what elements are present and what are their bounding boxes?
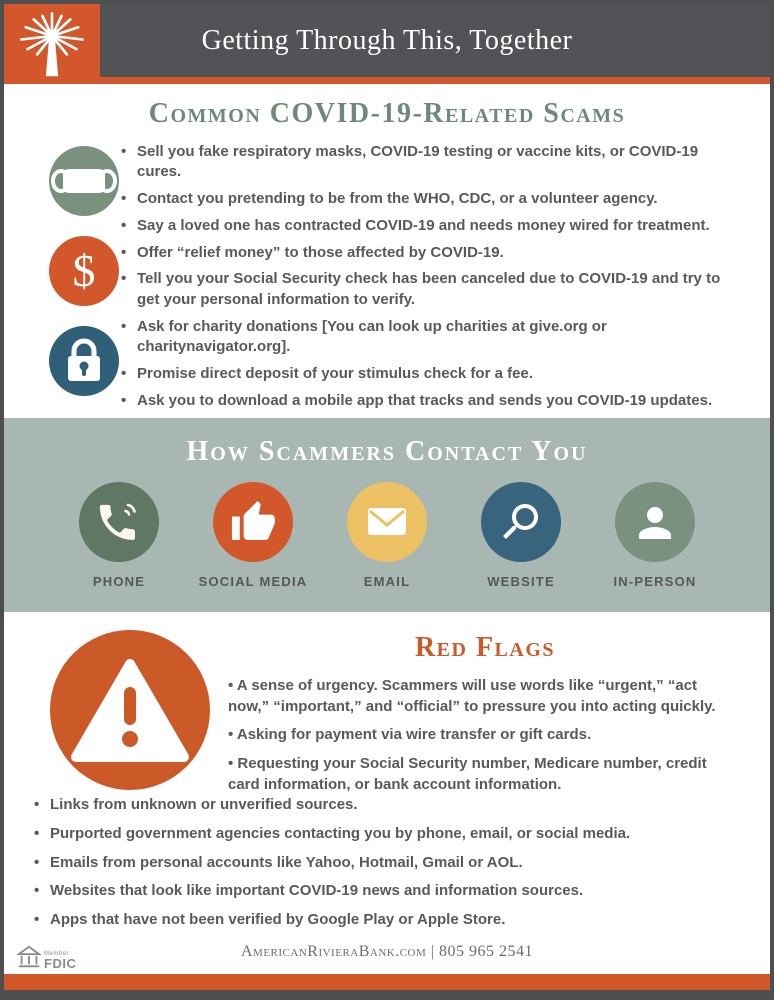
footer-bar	[4, 931, 770, 974]
red-flags-title: Red Flags	[414, 631, 556, 663]
bank-building-icon	[16, 944, 42, 970]
bottom-accent-bar	[4, 974, 770, 991]
scam-bullet-item: • Sell you fake respiratory masks, COVID-19 testing or vaccine kits, or COVID-19 cures.	[119, 142, 740, 183]
section-contact-methods	[4, 418, 770, 612]
fdic-name-label: FDIC	[44, 955, 77, 971]
red-flags-full-list	[32, 795, 742, 930]
scam-bullet-item: • Tell you your Social Security check has been canceled due to COVID-19 and try to get your personal information to verify.	[119, 269, 740, 310]
bank-logo	[4, 4, 100, 82]
red-flags-inline-list	[228, 676, 742, 795]
padlock-icon	[49, 326, 119, 396]
red-flag-bullet-item: • A sense of urgency. Scammers will use words like “urgent,” “act now,” “important,” and “official” to pressure you into acting quickly.	[228, 676, 742, 717]
scams-icon-column	[49, 146, 119, 412]
dollar-sign-icon	[49, 236, 119, 306]
scam-bullet-item: • Contact you pretending to be from the WHO, CDC, or a volunteer agency.	[119, 189, 740, 210]
footer-contact-line: AmericanRivieraBank.com | 805 965 2541	[241, 943, 533, 961]
scams-section-title: Common COVID-19-Related Scams	[148, 97, 626, 129]
thumbs-up-icon	[213, 482, 293, 562]
channel-label-website: WEBSITE	[487, 573, 555, 589]
scam-bullet-item: • Promise direct deposit of your stimulus check for a fee.	[119, 364, 740, 385]
page-title: Getting Through This, Together	[201, 25, 573, 56]
red-flag-bullet-item: • Purported government agencies contacting you by phone, email, or social media.	[32, 824, 742, 845]
channel-phone	[52, 482, 186, 589]
magnifier-icon	[481, 482, 561, 562]
flyer-inner	[4, 4, 770, 990]
palm-tree-icon	[10, 7, 94, 79]
red-flags-top	[32, 630, 742, 795]
scam-bullet-item: • Ask you to download a mobile app that tracks and sends you COVID-19 updates.	[119, 391, 740, 412]
channel-in-person	[588, 482, 722, 589]
contact-section-title: How Scammers Contact You	[186, 435, 588, 467]
red-flag-bullet-item: • Asking for payment via wire transfer or gift cards.	[228, 725, 742, 746]
red-flag-bullet-item: • Requesting your Social Security number, Medicare number, credit card information, or bank account information.	[228, 754, 742, 795]
scam-bullet-item: • Say a loved one has contracted COVID-19 and needs money wired for treatment.	[119, 216, 740, 237]
scam-bullet-item: • Offer “relief money” to those affected by COVID-19.	[119, 243, 740, 264]
scams-body	[4, 130, 770, 412]
person-icon	[615, 482, 695, 562]
header-bar	[4, 4, 770, 77]
phone-icon	[79, 482, 159, 562]
scam-bullet-item: • Ask for charity donations [You can look up charities at give.org or charitynavigator.org].	[119, 317, 740, 358]
section-common-scams	[4, 84, 770, 418]
channel-email	[320, 482, 454, 589]
channel-social-media	[186, 482, 320, 589]
warning-triangle-icon	[50, 630, 214, 795]
channel-label-in-person: IN-PERSON	[613, 573, 697, 589]
fdic-text	[44, 951, 76, 970]
envelope-icon	[347, 482, 427, 562]
red-flag-bullet-item: • Emails from personal accounts like Yahoo, Hotmail, Gmail or AOL.	[32, 853, 742, 874]
fdic-member-label: Member	[44, 950, 70, 957]
red-flags-intro-column	[228, 630, 742, 795]
channel-label-email: EMAIL	[363, 573, 411, 589]
section-red-flags	[4, 612, 770, 931]
red-flag-bullet-item: • Apps that have not been verified by Google Play or Apple Store.	[32, 910, 742, 931]
red-flag-bullet-item: • Websites that look like important COVID-19 news and information sources.	[32, 881, 742, 902]
fdic-logo	[16, 944, 76, 970]
face-mask-icon	[49, 146, 119, 216]
red-flag-bullet-item: • Links from unknown or unverified sources.	[32, 795, 742, 816]
channel-label-phone: PHONE	[92, 573, 146, 589]
contact-channels-row	[4, 482, 770, 589]
header-accent-rule	[4, 77, 770, 84]
channel-label-social-media: SOCIAL MEDIA	[198, 573, 308, 589]
dollar-glyph: $	[72, 244, 96, 296]
channel-website	[454, 482, 588, 589]
scams-bullet-list	[119, 142, 740, 412]
